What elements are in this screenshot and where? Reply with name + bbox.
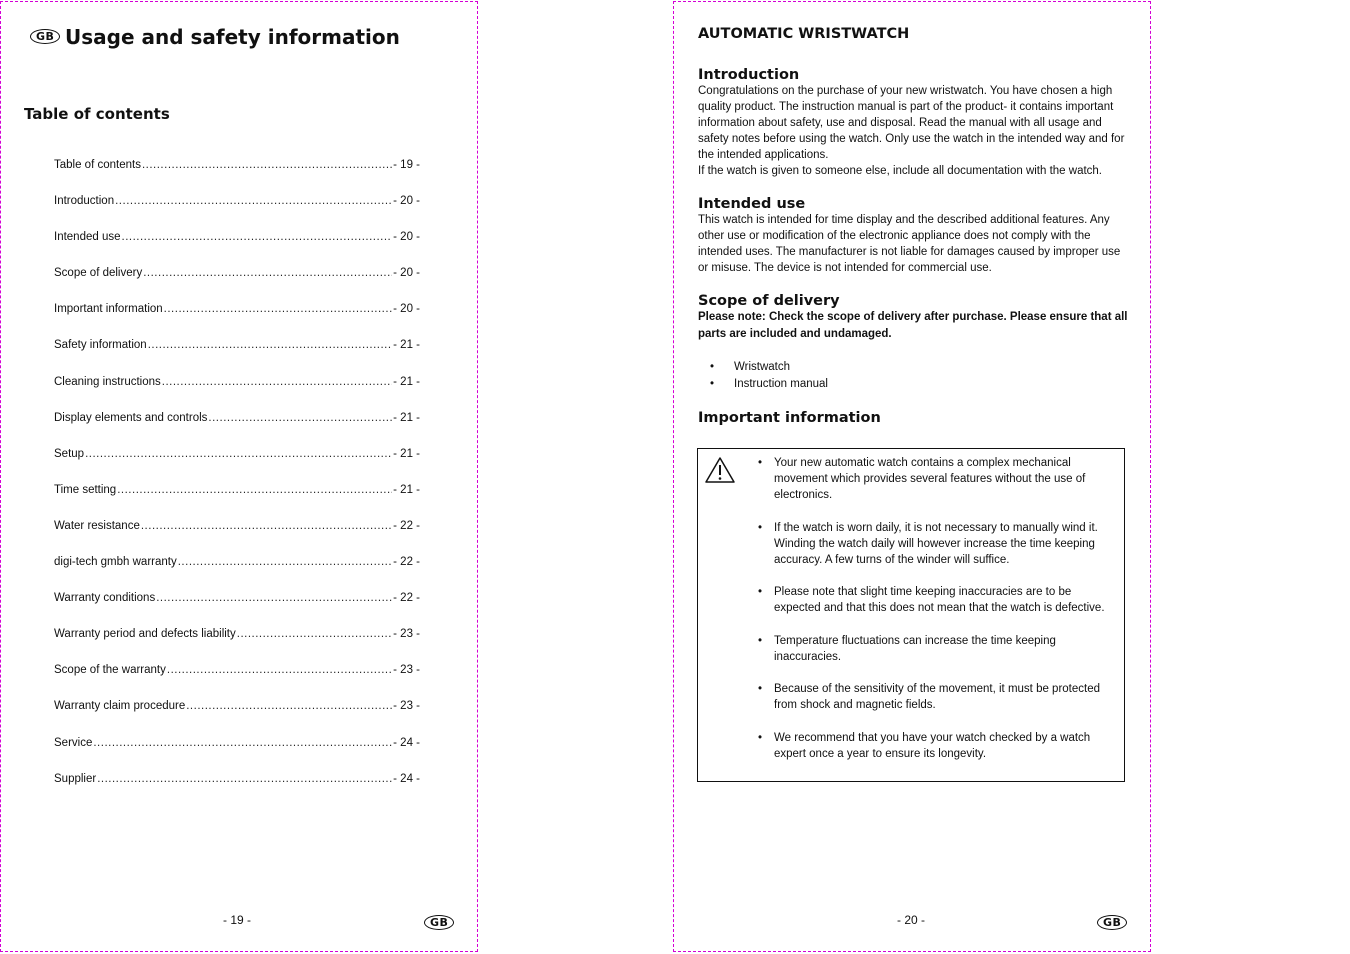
page-number: - 19 - xyxy=(223,913,252,927)
toc-entry-page: - 23 - xyxy=(393,628,420,641)
table-of-contents xyxy=(54,159,420,809)
toc-entry xyxy=(54,484,420,520)
list-item: • Instruction manual xyxy=(698,376,1128,393)
toc-entry xyxy=(54,773,420,809)
toc-entry xyxy=(54,303,420,339)
list-item: • Temperature fluctuations can increase the time keeping inaccuracies. xyxy=(758,633,1110,665)
left-page xyxy=(0,1,478,952)
toc-entry xyxy=(54,339,420,375)
toc-entry-page: - 24 - xyxy=(393,736,420,749)
intended-use-heading: Intended use xyxy=(698,196,806,212)
list-item: • Please note that slight time keeping inaccuracies are to be expected and that this does not mean that the watch is defective. xyxy=(758,584,1110,616)
toc-entry-title: Time setting xyxy=(54,483,117,496)
toc-entry-title: Warranty conditions xyxy=(54,592,156,605)
toc-dot-leader xyxy=(186,700,392,712)
toc-entry-title: digi-tech gmbh warranty xyxy=(54,556,177,569)
toc-entry xyxy=(54,664,420,700)
toc-entry-page: - 21 - xyxy=(393,375,420,388)
toc-entry-page: - 20 - xyxy=(393,267,420,280)
introduction-section xyxy=(698,67,1128,179)
toc-entry-page: - 20 - xyxy=(393,231,420,244)
toc-entry-title: Introduction xyxy=(54,195,115,208)
toc-entry-title: Warranty period and defects liability xyxy=(54,628,236,641)
toc-entry xyxy=(54,556,420,592)
list-item: • Because of the sensitivity of the movement, it must be protected from shock and magnetic fields. xyxy=(758,681,1110,713)
toc-entry-title: Service xyxy=(54,736,93,749)
toc-entry-title: Table of contents xyxy=(54,159,141,171)
toc-entry-page: - 19 - xyxy=(393,159,420,171)
list-item: • If the watch is worn daily, it is not necessary to manually wind it. Winding the watch daily will however increase the time keeping accuracy. A few turns of the winder will suffice. xyxy=(758,520,1110,568)
toc-dot-leader xyxy=(122,231,393,243)
toc-entry-page: - 21 - xyxy=(393,447,420,460)
scope-note: Please note: Check the scope of delivery after purchase. Please ensure that all parts are included and undamaged. xyxy=(698,311,1128,340)
gb-badge: GB xyxy=(30,29,60,44)
introduction-heading: Introduction xyxy=(698,67,800,83)
warning-icon xyxy=(704,456,736,484)
toc-heading: Table of contents xyxy=(24,105,170,123)
toc-entry-title: Intended use xyxy=(54,231,121,244)
toc-entry-page: - 21 - xyxy=(393,411,420,424)
toc-entry-title: Safety information xyxy=(54,339,147,352)
intended-use-section xyxy=(698,196,1128,276)
toc-dot-leader xyxy=(85,448,392,460)
toc-entry xyxy=(54,737,420,773)
scope-list xyxy=(698,359,1128,393)
toc-entry xyxy=(54,592,420,628)
scope-section xyxy=(698,293,1128,393)
toc-entry-title: Important information xyxy=(54,303,163,316)
toc-dot-leader xyxy=(143,267,392,279)
toc-entry-title: Scope of the warranty xyxy=(54,664,166,677)
right-content xyxy=(698,26,1128,426)
list-item: • Your new automatic watch contains a complex mechanical movement which provides several features without the use of electronics. xyxy=(758,455,1110,503)
toc-entry-page: - 22 - xyxy=(393,556,420,569)
toc-entry xyxy=(54,412,420,448)
toc-dot-leader xyxy=(148,339,392,351)
introduction-text-2: If the watch is given to someone else, include all documentation with the watch. xyxy=(698,165,1103,177)
toc-entry-title: Supplier xyxy=(54,772,97,785)
important-heading: Important information xyxy=(698,410,881,426)
toc-dot-leader xyxy=(115,195,392,207)
toc-dot-leader xyxy=(142,159,392,171)
toc-entry-page: - 22 - xyxy=(393,592,420,605)
toc-entry xyxy=(54,267,420,303)
toc-entry xyxy=(54,700,420,736)
toc-dot-leader xyxy=(208,412,392,424)
toc-dot-leader xyxy=(117,484,392,496)
list-item: • Wristwatch xyxy=(698,359,1128,376)
toc-dot-leader xyxy=(97,773,392,785)
toc-entry-page: - 24 - xyxy=(393,772,420,785)
toc-entry-title: Setup xyxy=(54,447,85,460)
introduction-text: Congratulations on the purchase of your new wristwatch. You have chosen a high quality product. The instruction manual is part of the product- it contains important information about safety, use and disposal. Read the manual with all usage and safety notes before using the watch. Only use the watch in the intended way and for the intended applications. xyxy=(698,85,1125,161)
toc-dot-leader xyxy=(178,556,392,568)
toc-entry xyxy=(54,520,420,556)
right-page xyxy=(673,1,1151,952)
document-title: Usage and safety information xyxy=(65,25,400,49)
toc-entry-page: - 21 - xyxy=(393,483,420,496)
footer-gb-badge: GB xyxy=(1097,915,1127,930)
scope-heading: Scope of delivery xyxy=(698,293,840,309)
toc-dot-leader xyxy=(237,628,392,640)
toc-entry-page: - 23 - xyxy=(393,664,420,677)
intended-use-text: This watch is intended for time display and the described additional features. Any other use or modification of the electronic appliance does not comply with the intended uses. The manufacturer is not liable for damages caused by improper use or misuse. The device is not intended for commercial use. xyxy=(698,214,1121,274)
toc-entry xyxy=(54,231,420,267)
footer-gb-badge: GB xyxy=(424,915,454,930)
toc-dot-leader xyxy=(141,520,392,532)
toc-entry xyxy=(54,195,420,231)
toc-dot-leader xyxy=(156,592,392,604)
toc-entry-title: Warranty claim procedure xyxy=(54,700,186,713)
toc-entry xyxy=(54,628,420,664)
toc-entry xyxy=(54,376,420,412)
important-list xyxy=(758,455,1110,778)
toc-entry-page: - 23 - xyxy=(393,700,420,713)
product-title: AUTOMATIC WRISTWATCH xyxy=(698,26,910,42)
toc-dot-leader xyxy=(162,376,392,388)
toc-dot-leader xyxy=(93,737,392,749)
toc-entry-page: - 20 - xyxy=(393,195,420,208)
toc-entry-title: Display elements and controls xyxy=(54,411,208,424)
toc-entry xyxy=(54,448,420,484)
toc-dot-leader xyxy=(167,664,392,676)
toc-entry-page: - 22 - xyxy=(393,519,420,532)
toc-entry-title: Water resistance xyxy=(54,519,140,532)
toc-entry-title: Cleaning instructions xyxy=(54,375,161,388)
page-number: - 20 - xyxy=(897,913,926,927)
important-info-box xyxy=(697,448,1125,782)
toc-entry xyxy=(54,159,420,195)
list-item: • We recommend that you have your watch checked by a watch expert once a year to ensure its longevity. xyxy=(758,730,1110,762)
toc-entry-page: - 21 - xyxy=(393,339,420,352)
toc-entry-page: - 20 - xyxy=(393,303,420,316)
toc-entry-title: Scope of delivery xyxy=(54,267,143,280)
toc-dot-leader xyxy=(164,303,392,315)
